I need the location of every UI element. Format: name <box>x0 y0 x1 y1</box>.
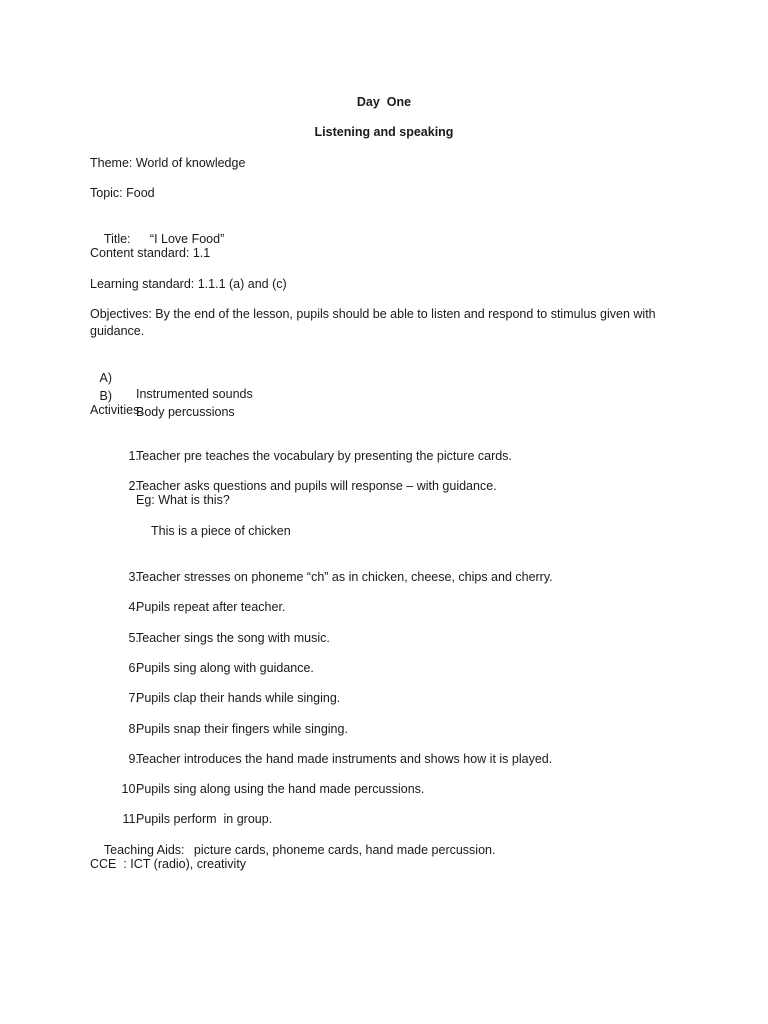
teaching-aids-value: picture cards, phoneme cards, hand made percussion. <box>193 843 496 857</box>
activity-number: 5. <box>128 631 139 645</box>
activity-text: Teacher pre teaches the vocabulary by presenting the picture cards. <box>136 449 512 463</box>
theme-line: Theme: World of knowledge <box>90 156 246 170</box>
skill-heading: Listening and speaking <box>314 125 454 139</box>
title-label: Title: <box>103 232 131 246</box>
objective-text: Body percussions <box>136 405 235 419</box>
activity-number: 2. <box>128 479 139 493</box>
activity-text: Teacher sings the song with music. <box>136 631 330 645</box>
activity-text: Teacher introduces the hand made instruments and shows how it is played. <box>136 752 553 766</box>
objectives-paragraph: Objectives: By the end of the lesson, pupils should be able to listen and respond to stimulus given with guidance. <box>90 307 656 338</box>
activity-text: Pupils repeat after teacher. <box>136 600 286 614</box>
activity-number: 4. <box>128 600 139 614</box>
day-heading: Day One <box>356 95 412 109</box>
teaching-aids-label: Teaching Aids: <box>103 843 185 857</box>
objective-marker: A) <box>99 371 112 385</box>
objective-text: Instrumented sounds <box>136 387 253 401</box>
activity-number: 11. <box>122 812 139 826</box>
activity-number: 8. <box>128 722 139 736</box>
activities-label: Activities: <box>90 403 143 417</box>
content-standard-line: Content standard: 1.1 <box>90 246 211 260</box>
cce-line: CCE : ICT (radio), creativity <box>90 857 247 871</box>
objective-marker: B) <box>99 389 112 403</box>
activity-number: 7. <box>128 691 139 705</box>
topic-line: Topic: Food <box>90 186 155 200</box>
activity-text: Pupils perform in group. <box>136 812 273 826</box>
activity-text: Teacher stresses on phoneme “ch” as in chicken, cheese, chips and cherry. <box>136 570 553 584</box>
example-question: Eg: What is this? <box>136 493 230 507</box>
learning-standard-line: Learning standard: 1.1.1 (a) and (c) <box>90 277 287 291</box>
activity-text: Pupils sing along using the hand made percussions. <box>136 782 425 796</box>
activity-number: 1. <box>128 449 139 463</box>
activity-text: Pupils clap their hands while singing. <box>136 691 341 705</box>
activity-text: Pupils sing along with guidance. <box>136 661 314 675</box>
activity-number: 10. <box>121 782 139 796</box>
activity-number: 6. <box>128 661 139 675</box>
activity-number: 9. <box>128 752 139 766</box>
activity-text: Teacher asks questions and pupils will response – with guidance. <box>136 479 497 493</box>
example-answer: This is a piece of chicken <box>151 524 291 538</box>
activity-text: Pupils snap their fingers while singing. <box>136 722 348 736</box>
title-value: “I Love Food” <box>149 232 225 246</box>
activity-number: 3. <box>128 570 139 584</box>
